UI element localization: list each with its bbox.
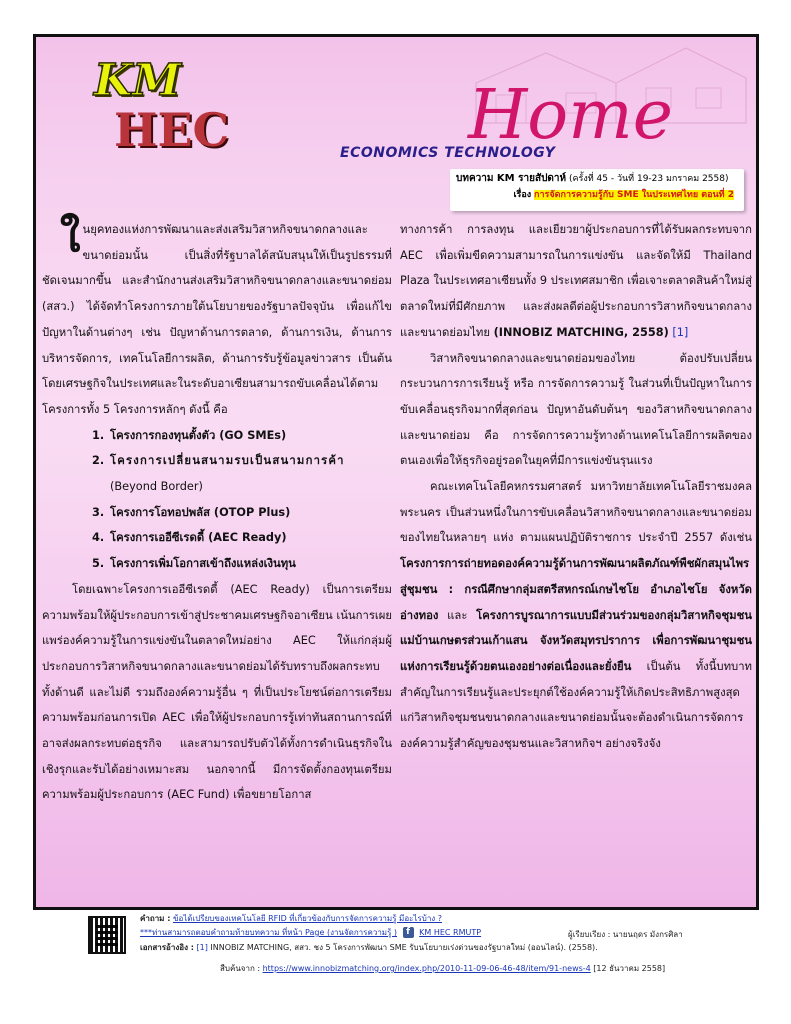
retrieved-line: สืบค้นจาก : https://www.innobizmatching.org/index.php/2010-11-09-06-46-48/item/91-news-4 [12 ธันวาคม 2558] [220,964,666,973]
article-info-box [450,169,744,211]
source-url-link[interactable]: https://www.innobizmatching.org/index.php/2010-11-09-06-46-48/item/91-news-4 [262,964,591,973]
drop-cap: ใ [60,212,81,261]
intro-paragraph [42,212,392,423]
question-line: คำถาม : ข้อได้เปรียบของเทคโนโลยี RFID ที่เกี่ยวข้องกับการจัดการความรู้ มีอะไรบ้าง ? [140,914,442,923]
faculty-paragraph: คณะเทคโนโลยีคหกรรมศาสตร์ มหาวิทยาลัยเทคโนโลยีราชมงคลพระนคร เป็นส่วนหนึ่งในการขับเคลื่อนวิสาหกิจขนาดกลางและขนาดย่อมของไทยในหลายๆ แห่ง ตามแผนปฏิบัติราชการ ประจำปี 2557 ดังเช่น โครงการการถ่ายทอดองค์ความรู้ด้านการพัฒนาผลิตภัณฑ์พืชผักสมุนไพรสู่ชุมชน : กรณีศึกษากลุ่มสตรีสหกรณ์เกษไชโย อำเภอไชโย จังหวัดอ่างทอง และ โครงการบูรณาการแบบมีส่วนร่วมของกลุ่มวิสาหกิจชุมชนแม่บ้านเกษตรส่วนเก้าแสน จังหวัดสมุทรปราการ เพื่อการพัฒนาชุมชนแห่งการเรียนรู้ด้วยตนเองอย่างต่อเนื่องและยั่งยืน เป็นต้น ทั้งนี้บทบาทสำคัญในการเรียนรู้และประยุกต์ใช้องค์ความรู้ให้เกิดประสิทธิภาพสูงสุดแก่วิสาหกิจชุมชนขนาดกลางและขนาดย่อมนั้นจะต้องดำเนินการจัดการองค์ความรู้สำคัญของชุมชนและวิสาหกิจฯ อย่างจริงจัง [400,480,753,751]
project-list [42,423,392,577]
list-item: 4. โครงการเออีซีเรดดี้ (AEC Ready) [92,531,287,545]
reference-text: INNOBIZ MATCHING, สสว. ชง 5 โครงการพัฒนา SME รับนโยบายเร่งด่วนของรัฐบาลใหม่ (ออนไลน์). (2558). [210,943,598,952]
list-item: 2. โครงการเปลี่ยนสนามรบเป็นสนามการค้า [92,454,345,468]
list-item: 5. โครงการเพิ่มโอกาสเข้าถึงแหล่งเงินทุน [92,557,296,571]
left-column [42,212,392,808]
list-item: 3. โครงการโอทอปพลัส (OTOP Plus) [92,505,291,519]
answer-note-link[interactable]: ***ท่านสามารถตอบคำถามท้ายบทความ ที่หน้า Page (งานจัดการความรู้ ) [140,928,398,937]
hec-logo-text: HEC [114,103,230,157]
brand-tagline: ECONOMICS TECHNOLOGY [340,145,556,161]
qr-code-icon [88,916,126,954]
issue-info: (ครั้งที่ 45 - วันที่ 19-23 มกราคม 2558) [569,174,729,184]
project-name-2: โครงการบูรณาการแบบมีส่วนร่วมของกลุ่มวิสาหกิจชุมชนแม่บ้านเกษตรส่วนเก้าแสน จังหวัดสมุทรปราการ เพื่อการพัฒนาชุมชนแห่งการเรียนรู้ด้วยตนเองอย่างต่อเนื่องและยั่งยืน [400,608,753,673]
list-item: 1. โครงการกองทุนตั้งตัว (GO SMEs) [92,428,287,442]
author-name: นายนฤดร มังกรศิลา [612,930,683,939]
aec-ready-paragraph: โดยเฉพาะโครงการเออีซีเรดดี้ (AEC Ready) เป็นการเตรียมความพร้อมให้ผู้ประกอบการเข้าสู่ประชาคมเศรษฐกิจอาเซียน เน้นการเผยแพร่องค์ความรู้ในการแข่งขันในตลาดใหม่อย่าง AEC ให้แก่กลุ่มผู้ประกอบการวิสาหกิจขนาดกลางและขนาดย่อมได้รับทราบถึงผลกระทบทั้งด้านดี และไม่ดี รวมถึงองค์ความรู้อื่น ๆ ที่เป็นประโยชน์ต่อการเตรียมความพร้อมก่อนการเปิด AEC เพื่อให้ผู้ประกอบการรู้เท่าทันสถานการณ์ที่อาจส่งผลกระทบต่อธุรกิจ และสามารถปรับตัวได้ทั้งการดำเนินธุรกิจในเชิงรุกและรับได้อย่างเหมาะสม นอกจากนี้ มีการจัดตั้งกองทุนเตรียมความพร้อมผู้ประกอบการ (AEC Fund) เพื่อขยายโอกาส [42,582,392,802]
project-name-1: โครงการการถ่ายทอดองค์ความรู้ด้านการพัฒนาผลิตภัณฑ์พืชผักสมุนไพรสู่ชุมชน : กรณีศึกษากลุ่มสตรีสหกรณ์เกษไชโย อำเภอไชโย จังหวัดอ่างทอง [400,557,752,622]
series-label: บทความ KM รายสัปดาห์ [456,173,567,184]
home-brand-word: Home [468,76,673,155]
facebook-icon[interactable]: f [403,927,414,938]
article-title: การจัดการความรู้กับ SME ในประเทศไทย ตอนที่ 2 [534,190,734,200]
author-line: ผู้เรียบเรียง : นายนฤดร มังกรศิลา [568,930,683,939]
km-logo-text: KM [94,55,181,106]
document-page [33,34,759,910]
continuation-paragraph: ทางการค้า การลงทุน และเยียวยาผู้ประกอบการที่ได้รับผลกระทบจาก AEC เพื่อเพิ่มขีดความสามารถในการแข่งขัน และจัดให้มี Thailand Plaza ในประเทศอาเซียนทั้ง 9 ประเทศสมาชิก เพื่อเจาะตลาดสินค้าใหม่สู่ตลาดใหม่ที่มีศักยภาพ และส่งผลดีต่อผู้ประกอบการวิสาหกิจขนาดกลางและขนาดย่อมไทย (INNOBIZ MATCHING, 2558) [1] [400,223,752,339]
intro-text: นยุคทองแห่งการพัฒนาและส่งเสริมวิสาหกิจขนาดกลางและขนาดย่อมนั้น เป็นสิ่งที่รัฐบาลได้สนับสนุนให้เป็นรูปธรรมที่ชัดเจนมากขึ้น และสำนักงานส่งเสริมวิสาหกิจขนาดกลางและขนาดย่อม (สสว.) ได้จัดทำโครงการภายใต้นโยบายของรัฐบาลปัจจุบัน เพื่อแก้ไขปัญหาในด้านต่างๆ เช่น ปัญหาด้านการตลาด, ด้านการเงิน, ด้านการบริหารจัดการ, เทคโนโลยีการผลิต, ด้านการรับรู้ข้อมูลข่าวสาร เป็นต้น โดยเศรษฐกิจในประเทศและในระดับอาเซียนสามารถขับเคลื่อนได้ตามโครงการทั้ง 5 โครงการหลักๆ ดังนี้ คือ [42,223,392,416]
list-item: (Beyond Border) [110,480,203,494]
question-link[interactable]: ข้อได้เปรียบของเทคโนโลยี RFID ที่เกี่ยวข้องกับการจัดการความรู้ มีอะไรบ้าง ? [172,914,442,923]
right-column [400,217,752,757]
retrieved-date: [12 ธันวาคม 2558] [593,964,666,973]
sme-paragraph: วิสาหกิจขนาดกลางและขนาดย่อมของไทย ต้องปรับเปลี่ยนกระบวนการการเรียนรู้ หรือ การจัดการความรู้ ในส่วนที่เป็นปัญหาในการขับเคลื่อนธุรกิจมากที่สุดก่อน ปัญหาอันดับต้นๆ ของวิสาหกิจขนาดกลางและขนาดย่อม คือ การจัดการความรู้ทางด้านเทคโนโลยีการผลิตของตนเองเพื่อให้ธุรกิจอยู่รอดในยุคที่มีการแข่งขันรุนแรง [400,351,752,468]
title-prefix: เรื่อง [513,190,532,200]
citation-number: [1] [672,325,689,339]
reference-line: เอกสารอ้างอิง : [1] INNOBIZ MATCHING, สสว. ชง 5 โครงการพัฒนา SME รับนโยบายเร่งด่วนของรัฐบาลใหม่ (ออนไลน์). (2558). [140,943,598,952]
facebook-page-link[interactable]: KM HEC RMUTP [419,928,482,937]
answer-line [140,927,481,939]
citation: (INNOBIZ MATCHING, 2558) [493,325,669,339]
